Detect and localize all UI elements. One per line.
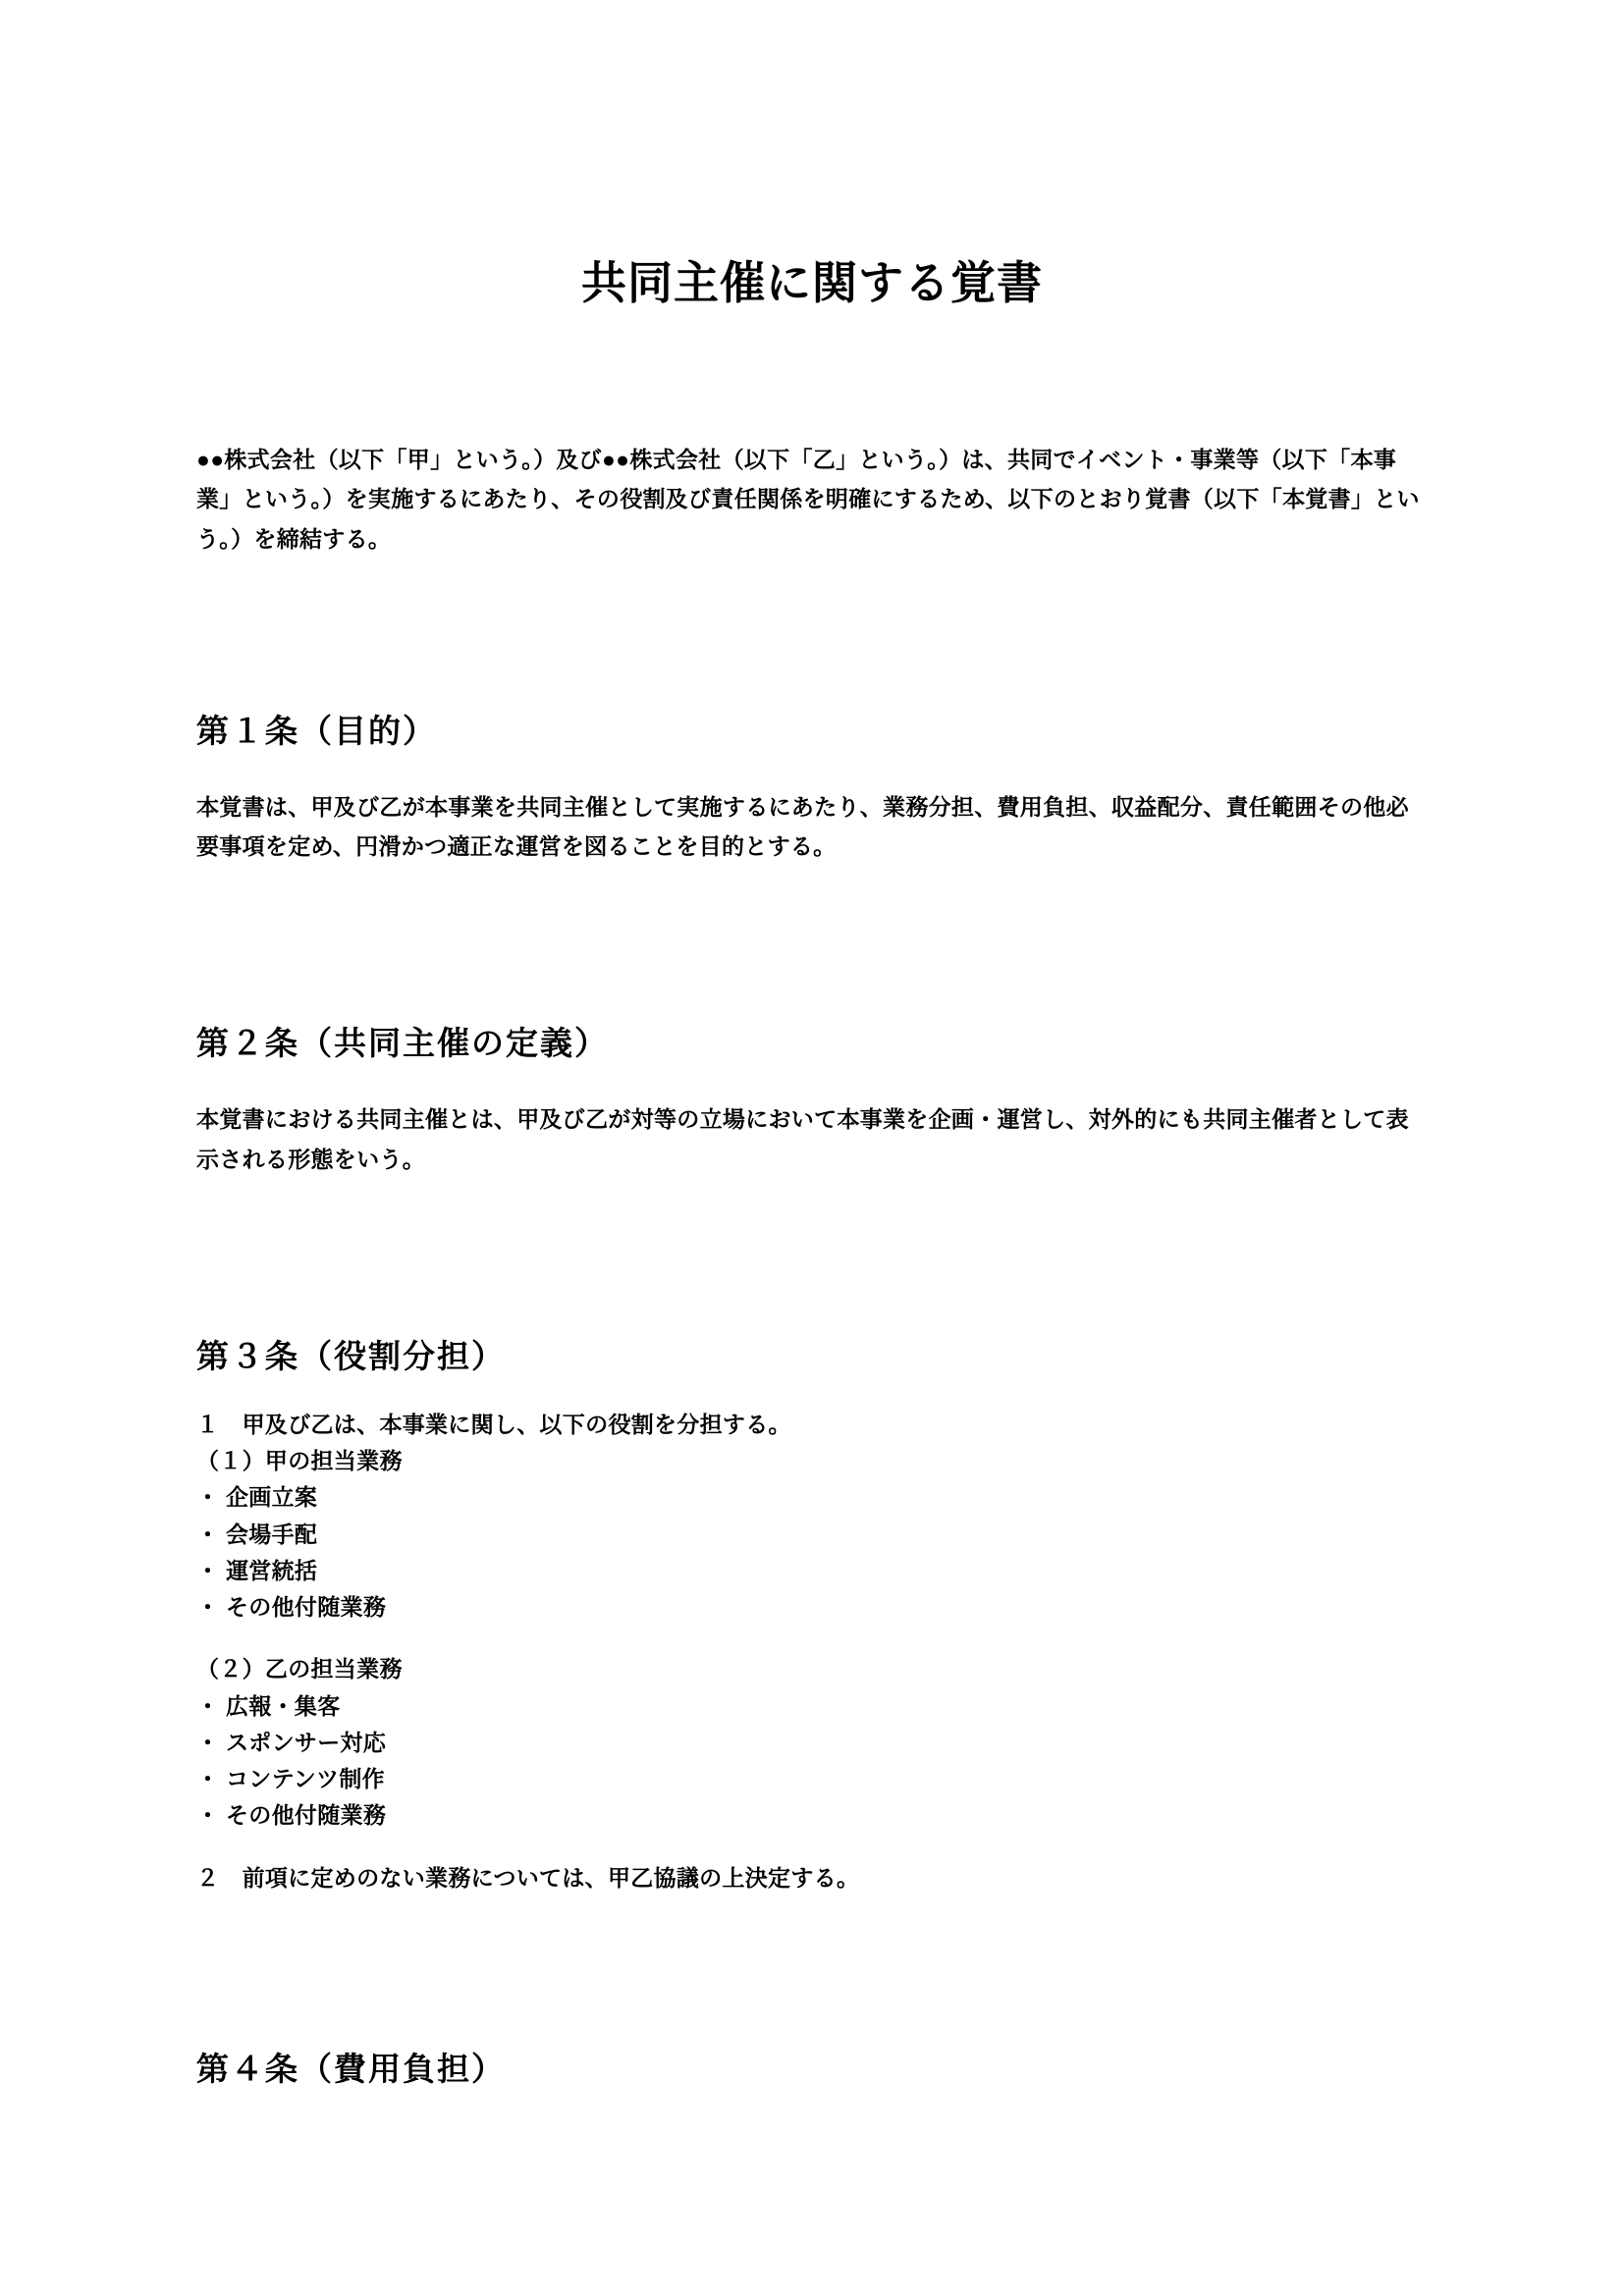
article-1-body: 本覚書は、甲及び乙が本事業を共同主催として実施するにあたり、業務分担、費用負担、収益配分、責任範囲その他必要事項を定め、円滑かつ適正な運営を図ることを目的とする。 [196, 793, 1409, 859]
list-item: ・ コンテンツ制作 [196, 1766, 385, 1791]
list-item: ・ 企画立案 [196, 1484, 318, 1511]
list-item: （１）甲の担当業務 [196, 1448, 403, 1473]
list-item: ・ スポンサー対応 [196, 1729, 387, 1755]
article-3 [196, 1331, 1428, 1896]
list-item: １ 甲及び乙は、本事業に関し、以下の役割を分担する。 [196, 1411, 791, 1437]
list-item: ・ 運営統括 [196, 1557, 318, 1583]
article-3-heading: 第３条（役割分担） [196, 1337, 506, 1374]
article-3-body [196, 1407, 1428, 1896]
article-1-heading: 第１条（目的） [196, 712, 437, 749]
intro-paragraph: ●●株式会社（以下「甲」という。）及び●●株式会社（以下「乙」という。）は、共同でイベント・事業等（以下「本事業」という。）を実施するにあたり、その役割及び責任関係を明確にするため、以下のとおり覚書（以下「本覚書」という。）を締結する。 [196, 447, 1420, 552]
list-item: ・ 会場手配 [196, 1521, 318, 1547]
list-item: ２ 前項に定めのない業務については、甲乙協議の上決定する。 [196, 1864, 860, 1891]
article-2-body: 本覚書における共同主催とは、甲及び乙が対等の立場において本事業を企画・運営し、対外的にも共同主催者として表示される形態をいう。 [196, 1106, 1409, 1172]
article-1 [196, 706, 1428, 867]
list-spacer [196, 1626, 1428, 1651]
article-4 [196, 2044, 1428, 2090]
article-2-heading: 第２条（共同主催の定義） [196, 1025, 609, 1062]
list-item: ・ その他付随業務 [196, 1594, 387, 1620]
list-item: ・ 広報・集客 [196, 1692, 341, 1719]
page-title: 共同主催に関する覚書 [581, 257, 1043, 308]
article-2 [196, 1018, 1428, 1179]
list-spacer [196, 1835, 1428, 1860]
list-item: （２）乙の担当業務 [196, 1656, 403, 1682]
article-4-heading: 第４条（費用負担） [196, 2050, 506, 2087]
list-item: ・ その他付随業務 [196, 1802, 387, 1829]
